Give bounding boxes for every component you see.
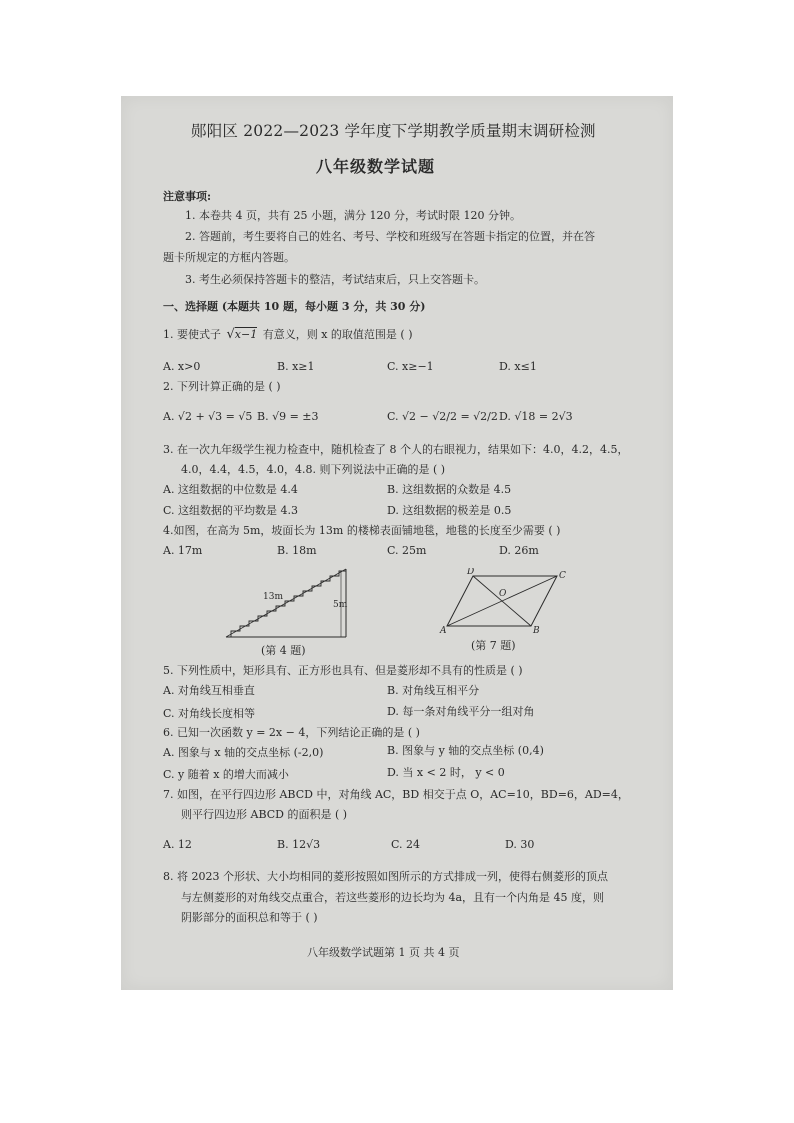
exam-title: 郧阳区 2022—2023 学年度下学期教学质量期末调研检测: [191, 122, 596, 140]
q2-option-a: A. √2 + √3 = √5: [163, 410, 253, 423]
q7-option-b: B. 12√3: [277, 838, 321, 851]
sqrt-expression: √x−1: [226, 327, 258, 342]
q5-option-a: A. 对角线互相垂直: [163, 684, 255, 697]
q7-option-a: A. 12: [163, 838, 192, 851]
exam-paper: [121, 96, 673, 990]
question-7-line-2: 则平行四边形 ABCD 的面积是 ( ): [181, 808, 348, 821]
q3-option-d: D. 这组数据的极差是 0.5: [387, 504, 512, 517]
q2-option-b: B. √9 = ±3: [257, 410, 319, 423]
q1-stem-a: 1. 要使式子: [163, 328, 221, 341]
q1-option-b: B. x≥1: [277, 360, 315, 373]
question-7-line-1: 7. 如图，在平行四边形 ABCD 中，对角线 AC，BD 相交于点 O，AC=10，BD=6，AD=4，: [163, 788, 629, 801]
q6-option-a: A. 图象与 x 轴的交点坐标 (-2,0): [163, 746, 324, 759]
q7-option-c: C. 24: [391, 838, 421, 851]
section-heading: 一、选择题 (本题共 10 题，每小题 3 分，共 30 分): [163, 300, 426, 313]
question-3-line-1: 3. 在一次九年级学生视力检查中，随机检查了 8 个人的右眼视力，结果如下：4.0，4.2，4.5，: [163, 443, 629, 456]
question-6: 6. 已知一次函数 y = 2x − 4，下列结论正确的是 ( ): [163, 726, 420, 739]
q3-option-a: A. 这组数据的中位数是 4.4: [163, 483, 298, 496]
exam-subtitle: 八年级数学试题: [316, 157, 436, 176]
q3-option-c: C. 这组数据的平均数是 4.3: [163, 504, 299, 517]
center-o-label: O: [499, 589, 507, 599]
q5-option-d: D. 每一条对角线平分一组对角: [387, 705, 535, 718]
q7-option-d: D. 30: [505, 838, 535, 851]
note-item-2-cont: 题卡所规定的方框内答题。: [163, 251, 295, 264]
q5-option-c: C. 对角线长度相等: [163, 707, 256, 720]
q4-option-b: B. 18m: [277, 544, 317, 557]
page-footer: 八年级数学试题第 1 页 共 4 页: [307, 946, 460, 959]
question-1: [163, 328, 413, 342]
vertex-a-label: A: [440, 626, 447, 634]
q4-option-c: C. 25m: [387, 544, 427, 557]
staircase-figure: [221, 561, 361, 641]
q1-radicand: x−1: [234, 328, 258, 341]
q3-option-b: B. 这组数据的众数是 4.5: [387, 483, 512, 496]
q2-option-d: D. √18 = 2√3: [499, 410, 573, 423]
vertex-d-label: D: [467, 568, 475, 577]
q6-option-d: D. 当 x < 2 时， y < 0: [387, 766, 505, 779]
q6-option-b: B. 图象与 y 轴的交点坐标 (0,4): [387, 744, 544, 757]
q4-option-d: D. 26m: [499, 544, 539, 557]
question-8-line-3: 阴影部分的面积总和等于 ( ): [181, 911, 318, 924]
figure-4-caption: (第 4 题): [261, 644, 306, 657]
figure-7-caption: (第 7 题): [471, 639, 516, 652]
note-item-1: 1. 本卷共 4 页，共有 25 小题，满分 120 分，考试时限 120 分钟。: [185, 209, 521, 222]
q1-option-c: C. x≥−1: [387, 360, 434, 373]
q1-option-d: D. x≤1: [499, 360, 537, 373]
vertex-b-label: B: [533, 626, 540, 634]
vertex-c-label: C: [559, 571, 566, 581]
q4-option-a: A. 17m: [163, 544, 203, 557]
question-3-line-2: 4.0，4.4，4.5，4.0，4.8. 则下列说法中正确的是 ( ): [181, 463, 446, 476]
q2-option-c: C. √2 − √2/2 = √2/2: [387, 410, 498, 423]
parallelogram-figure: [439, 568, 569, 634]
q5-option-b: B. 对角线互相平分: [387, 684, 480, 697]
height-label: 5m: [333, 600, 348, 610]
q1-stem-b: 有意义，则 x 的取值范围是 ( ): [262, 328, 413, 341]
question-8-line-2: 与左侧菱形的对角线交点重合，若这些菱形的边长均为 4a，且有一个内角是 45 度，则: [181, 891, 605, 904]
question-2: 2. 下列计算正确的是 ( ): [163, 380, 281, 393]
note-item-2: 2. 答题前，考生要将自己的姓名、考号、学校和班级写在答题卡指定的位置，并在答: [185, 230, 595, 243]
notes-heading: 注意事项:: [163, 190, 212, 203]
question-4: 4.如图，在高为 5m，坡面长为 13m 的楼梯表面铺地毯，地毯的长度至少需要 ( ): [163, 524, 561, 537]
question-8-line-1: 8. 将 2023 个形状、大小均相同的菱形按照如图所示的方式排成一列，使得右侧菱形的顶点: [163, 870, 608, 883]
q1-option-a: A. x>0: [163, 360, 201, 373]
q6-option-c: C. y 随着 x 的增大而减小: [163, 768, 289, 781]
slope-label: 13m: [263, 592, 283, 602]
question-5: 5. 下列性质中，矩形具有、正方形也具有、但是菱形却不具有的性质是 ( ): [163, 664, 523, 677]
note-item-3: 3. 考生必须保持答题卡的整洁，考试结束后，只上交答题卡。: [185, 273, 485, 286]
